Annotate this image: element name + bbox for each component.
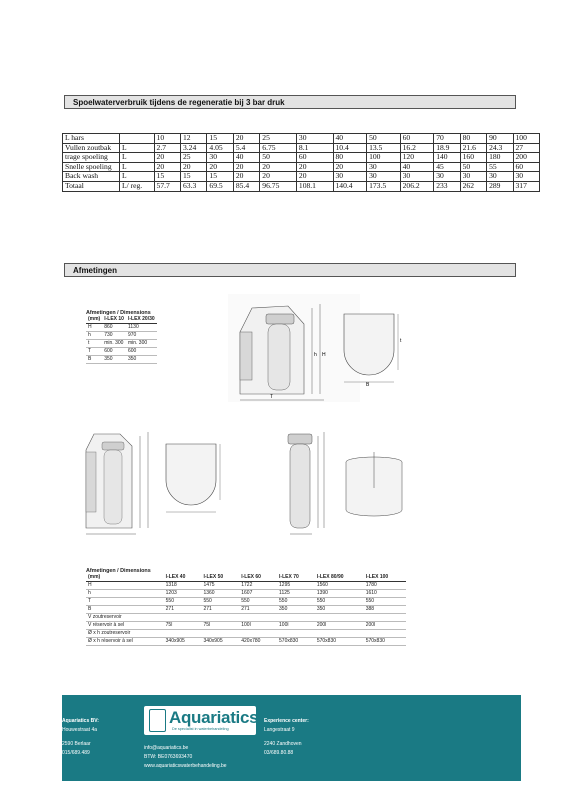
rinse-table-cell: 60 bbox=[513, 162, 540, 172]
dims-small-row bbox=[86, 332, 157, 340]
dims-large-row bbox=[86, 630, 406, 638]
rinse-table-cell: 173.5 bbox=[367, 181, 401, 191]
rinse-table-cell: 15 bbox=[180, 172, 206, 182]
rinse-table-row bbox=[63, 134, 540, 144]
dims-large-cell: 1607 bbox=[239, 590, 277, 598]
dims-small-header-cell: I-LEX 20/30 bbox=[127, 316, 155, 322]
footer-center-street: Langestraat 9 bbox=[264, 727, 295, 733]
label-B: B bbox=[366, 382, 370, 388]
dims-large-cell: 271 bbox=[201, 606, 239, 614]
dims-small-row bbox=[86, 324, 157, 332]
dims-large-cell: 1475 bbox=[201, 582, 239, 590]
dims-large-cell bbox=[364, 630, 406, 638]
rinse-table-cell: 15 bbox=[154, 172, 180, 182]
dims-large-header-cell: (mm) bbox=[86, 574, 164, 582]
dims-large-cell bbox=[201, 630, 239, 638]
dims-large-cell: h bbox=[86, 590, 164, 598]
dims-large-cell: 550 bbox=[364, 598, 406, 606]
rinse-table-cell: 30 bbox=[487, 172, 513, 182]
rinse-table-cell: 60 bbox=[400, 134, 434, 144]
rinse-table-cell: 20 bbox=[154, 153, 180, 163]
salt-tank-drawing-2 bbox=[160, 440, 230, 520]
rinse-table-cell: 4.05 bbox=[207, 143, 233, 153]
dims-small-header-cell: I-LEX 10 bbox=[104, 316, 124, 322]
rinse-table-cell: 289 bbox=[487, 181, 513, 191]
rinse-table-cell: 25 bbox=[180, 153, 206, 163]
dims-large-cell: Ø x h réservoir à sel bbox=[86, 638, 164, 646]
rinse-table-cell: 30 bbox=[513, 172, 540, 182]
dims-small-cell: 860 bbox=[102, 324, 126, 332]
dims-large-cell: 200l bbox=[315, 622, 364, 630]
section-title-rinse-water: Spoelwaterverbruik tijdens de regeneratie bij 3 bar druk bbox=[64, 95, 516, 109]
dims-small-cell: 350 bbox=[126, 356, 157, 364]
rinse-table-cell: Back wash bbox=[63, 172, 120, 182]
dims-large-row bbox=[86, 590, 406, 598]
softener-drawing-column bbox=[278, 428, 328, 538]
logo-mark-icon bbox=[149, 709, 166, 732]
dims-large-cell: 420x780 bbox=[239, 638, 277, 646]
dims-large-cell: 1203 bbox=[164, 590, 202, 598]
footer-email[interactable]: info@aquariatics.be bbox=[144, 745, 189, 751]
dims-large-cell: 350 bbox=[315, 606, 364, 614]
dims-large-cell: 340x905 bbox=[164, 638, 202, 646]
rinse-table-cell: 57.7 bbox=[154, 181, 180, 191]
logo-name: Aquariatics bbox=[169, 708, 259, 727]
footer-center-title: Experience center: bbox=[264, 718, 309, 724]
rinse-table-cell bbox=[119, 134, 154, 144]
rinse-table-cell: 100 bbox=[513, 134, 540, 144]
rinse-table-cell: 80 bbox=[460, 134, 486, 144]
dims-small-cell: min. 300 bbox=[126, 340, 157, 348]
dims-large-cell: 570x830 bbox=[315, 638, 364, 646]
rinse-table-cell: 200 bbox=[513, 153, 540, 163]
rinse-table-cell: 20 bbox=[233, 172, 259, 182]
rinse-table-cell: 140 bbox=[434, 153, 460, 163]
dims-large-cell: 1318 bbox=[164, 582, 202, 590]
rinse-table-cell: 317 bbox=[513, 181, 540, 191]
dims-large-cell: 200l bbox=[364, 622, 406, 630]
rinse-table-cell: 13.5 bbox=[367, 143, 401, 153]
rinse-table-cell: 70 bbox=[434, 134, 460, 144]
dims-small-cell: 350 bbox=[102, 356, 126, 364]
dims-small-cell: H bbox=[86, 324, 102, 332]
rinse-table-cell: 6.75 bbox=[260, 143, 297, 153]
rinse-table-cell: 69.5 bbox=[207, 181, 233, 191]
dims-large-header-cell: I-LEX 60 bbox=[239, 574, 277, 582]
footer-street: Houwestraat 4a bbox=[62, 727, 98, 733]
dims-large-cell bbox=[164, 614, 202, 622]
dims-large-cell: 271 bbox=[164, 606, 202, 614]
aquariatics-logo bbox=[144, 706, 259, 735]
rinse-table-cell: 55 bbox=[487, 162, 513, 172]
dims-large-cell: 550 bbox=[277, 598, 315, 606]
rinse-table-cell: 20 bbox=[333, 162, 367, 172]
rinse-table-cell: 27 bbox=[513, 143, 540, 153]
dims-small-cell: 730 bbox=[102, 332, 126, 340]
footer-experience-center bbox=[264, 717, 309, 758]
dims-large-cell: 340x905 bbox=[201, 638, 239, 646]
dims-large-header-cell: I-LEX 50 bbox=[201, 574, 239, 582]
rinse-table-cell: 108.1 bbox=[296, 181, 333, 191]
rinse-table-cell: 20 bbox=[233, 162, 259, 172]
rinse-table-cell: 15 bbox=[207, 172, 233, 182]
rinse-table-cell: L bbox=[119, 143, 154, 153]
dims-large-cell: 1125 bbox=[277, 590, 315, 598]
dims-large-row bbox=[86, 614, 406, 622]
rinse-table-cell: 120 bbox=[400, 153, 434, 163]
footer-city: 2590 Berlaar bbox=[62, 741, 91, 747]
rinse-table-cell: 3.24 bbox=[180, 143, 206, 153]
rinse-table-cell: 20 bbox=[207, 162, 233, 172]
rinse-table-cell: 20 bbox=[260, 172, 297, 182]
footer-contact bbox=[144, 744, 227, 771]
rinse-table-cell: 63.3 bbox=[180, 181, 206, 191]
rinse-table-cell: 30 bbox=[333, 172, 367, 182]
rinse-table-cell: 180 bbox=[487, 153, 513, 163]
rinse-water-table bbox=[62, 133, 540, 192]
dims-large-cell: 271 bbox=[239, 606, 277, 614]
dims-small-row bbox=[86, 356, 157, 364]
rinse-table-cell: 100 bbox=[367, 153, 401, 163]
rinse-table-cell: Totaal bbox=[63, 181, 120, 191]
dims-large-header-cell: I-LEX 40 bbox=[164, 574, 202, 582]
rinse-table-cell: 20 bbox=[180, 162, 206, 172]
rinse-table-cell: 20 bbox=[296, 172, 333, 182]
dims-large-cell: B bbox=[86, 606, 164, 614]
rinse-table-cell: 85.4 bbox=[233, 181, 259, 191]
rinse-table-cell: L bbox=[119, 172, 154, 182]
dims-large-cell bbox=[201, 614, 239, 622]
footer-center-city: 2240 Zandhoven bbox=[264, 741, 302, 747]
rinse-table-cell: 20 bbox=[260, 162, 297, 172]
rinse-table-cell: 2.7 bbox=[154, 143, 180, 153]
dims-small-cell: t bbox=[86, 340, 102, 348]
rinse-table-cell: 30 bbox=[367, 162, 401, 172]
dims-small-row bbox=[86, 348, 157, 356]
rinse-table-cell: 12 bbox=[180, 134, 206, 144]
dims-large-cell: 100l bbox=[239, 622, 277, 630]
rinse-table-row bbox=[63, 153, 540, 163]
dims-large-cell bbox=[239, 614, 277, 622]
rinse-table-cell: 25 bbox=[260, 134, 297, 144]
dims-large-cell: 550 bbox=[239, 598, 277, 606]
dims-large-cell: 350 bbox=[277, 606, 315, 614]
rinse-table-cell: L bbox=[119, 153, 154, 163]
rinse-table-cell: 16.2 bbox=[400, 143, 434, 153]
footer-company: Aquariatics BV: bbox=[62, 718, 99, 724]
dims-large-header-cell: I-LEX 80/90 bbox=[315, 574, 364, 582]
rinse-table-cell: 8.1 bbox=[296, 143, 333, 153]
rinse-table-cell: 30 bbox=[296, 134, 333, 144]
dims-large-cell: V zoutreservoir bbox=[86, 614, 164, 622]
rinse-table-cell: 40 bbox=[400, 162, 434, 172]
rinse-table-cell: L bbox=[119, 162, 154, 172]
dims-small-row bbox=[86, 340, 157, 348]
dims-large-cell bbox=[164, 630, 202, 638]
rinse-table-cell: 30 bbox=[460, 172, 486, 182]
dims-large-cell: T bbox=[86, 598, 164, 606]
dims-large-cell: 1610 bbox=[364, 590, 406, 598]
dimensions-table-large-title: Afmetingen / Dimensions bbox=[86, 568, 151, 574]
dims-large-row bbox=[86, 598, 406, 606]
dims-large-cell: 570x830 bbox=[364, 638, 406, 646]
dims-large-cell: 550 bbox=[201, 598, 239, 606]
rinse-table-cell: 30 bbox=[367, 172, 401, 182]
rinse-table-cell: 40 bbox=[233, 153, 259, 163]
rinse-table-cell: 40 bbox=[333, 134, 367, 144]
rinse-table-cell: 50 bbox=[460, 162, 486, 172]
dims-small-cell: 970 bbox=[126, 332, 157, 340]
dims-large-cell: 1780 bbox=[364, 582, 406, 590]
dims-large-cell: 75l bbox=[201, 622, 239, 630]
dims-large-cell bbox=[277, 614, 315, 622]
rinse-table-cell: L/ reg. bbox=[119, 181, 154, 191]
dims-large-cell bbox=[239, 630, 277, 638]
dims-large-cell: 388 bbox=[364, 606, 406, 614]
label-h: h bbox=[314, 352, 317, 358]
rinse-table-cell: 10 bbox=[154, 134, 180, 144]
dims-large-cell: Ø x h zoutreservoir bbox=[86, 630, 164, 638]
dims-large-cell bbox=[315, 614, 364, 622]
dims-large-cell: 570x830 bbox=[277, 638, 315, 646]
dims-small-header-row bbox=[86, 316, 157, 324]
dims-large-cell: H bbox=[86, 582, 164, 590]
dims-large-header-cell: I-LEX 70 bbox=[277, 574, 315, 582]
rinse-table-cell: 206.2 bbox=[400, 181, 434, 191]
dims-large-header-row bbox=[86, 574, 406, 582]
dimensions-table-small bbox=[86, 310, 157, 364]
footer-web[interactable]: www.aquariaticswaterbehandeling.be bbox=[144, 763, 227, 769]
company-footer bbox=[62, 695, 521, 781]
rinse-table-cell: 18.9 bbox=[434, 143, 460, 153]
rinse-table-cell: 24.3 bbox=[487, 143, 513, 153]
dims-large-row bbox=[86, 638, 406, 646]
logo-tagline: De specialist in waterbehandeling bbox=[172, 727, 229, 731]
footer-center-phone: 03/689.80.88 bbox=[264, 750, 294, 756]
dims-large-cell: 100l bbox=[277, 622, 315, 630]
rinse-table-cell: 15 bbox=[207, 134, 233, 144]
footer-phone: 015/689.489 bbox=[62, 750, 90, 756]
rinse-table-row bbox=[63, 181, 540, 191]
rinse-table-cell: 10.4 bbox=[333, 143, 367, 153]
dims-large-cell bbox=[364, 614, 406, 622]
dims-large-row bbox=[86, 582, 406, 590]
dims-large-row bbox=[86, 606, 406, 614]
rinse-table-cell: 90 bbox=[487, 134, 513, 144]
dims-large-cell: 1360 bbox=[201, 590, 239, 598]
rinse-table-cell: trage spoeling bbox=[63, 153, 120, 163]
dims-small-cell: 1130 bbox=[126, 324, 157, 332]
rinse-table-cell: 20 bbox=[296, 162, 333, 172]
dims-large-cell: 550 bbox=[164, 598, 202, 606]
rinse-table-cell: L hars bbox=[63, 134, 120, 144]
rinse-table-cell: Vullen zoutbak bbox=[63, 143, 120, 153]
footer-vat: BTW: BE0763693470 bbox=[144, 754, 193, 760]
label-t: t bbox=[400, 338, 402, 344]
rinse-table-cell: 160 bbox=[460, 153, 486, 163]
dims-large-header-cell: I-LEX 100 bbox=[364, 574, 406, 582]
salt-tank-drawing-1 bbox=[336, 310, 406, 390]
rinse-table-cell: 30 bbox=[434, 172, 460, 182]
dims-small-header-cell: (mm) bbox=[88, 316, 101, 322]
rinse-table-cell: 140.4 bbox=[333, 181, 367, 191]
rinse-table-cell: 96.75 bbox=[260, 181, 297, 191]
dims-large-cell: 1295 bbox=[277, 582, 315, 590]
dimensions-table-large bbox=[86, 568, 406, 646]
rinse-table-cell: 30 bbox=[400, 172, 434, 182]
dims-small-cell: min. 300 bbox=[102, 340, 126, 348]
dims-small-cell: T bbox=[86, 348, 102, 356]
label-T: T bbox=[270, 394, 274, 400]
rinse-table-cell: 21.6 bbox=[460, 143, 486, 153]
dims-large-cell bbox=[315, 630, 364, 638]
rinse-table-cell: 30 bbox=[207, 153, 233, 163]
footer-address bbox=[62, 717, 99, 758]
rinse-table-cell: Snelle spoeling bbox=[63, 162, 120, 172]
rinse-table-cell: 50 bbox=[367, 134, 401, 144]
dims-large-cell: 1722 bbox=[239, 582, 277, 590]
dims-large-cell: V réservoir à sel bbox=[86, 622, 164, 630]
dims-small-cell: 600 bbox=[126, 348, 157, 356]
rinse-table-cell: 60 bbox=[296, 153, 333, 163]
rinse-table-cell: 80 bbox=[333, 153, 367, 163]
dims-small-cell: 600 bbox=[102, 348, 126, 356]
softener-drawing-cabinet bbox=[80, 428, 160, 540]
dimensions-table-small-title: Afmetingen / Dimensions bbox=[86, 310, 151, 316]
rinse-table-cell: 45 bbox=[434, 162, 460, 172]
dims-large-row bbox=[86, 622, 406, 630]
dims-small-cell: B bbox=[86, 356, 102, 364]
dims-large-cell: 1560 bbox=[315, 582, 364, 590]
dims-large-cell: 1390 bbox=[315, 590, 364, 598]
salt-barrel-drawing bbox=[340, 448, 410, 520]
rinse-table-cell: 50 bbox=[260, 153, 297, 163]
rinse-table-cell: 20 bbox=[154, 162, 180, 172]
rinse-table-cell: 233 bbox=[434, 181, 460, 191]
dims-large-cell: 75l bbox=[164, 622, 202, 630]
rinse-table-cell: 20 bbox=[233, 134, 259, 144]
rinse-table-cell: 262 bbox=[460, 181, 486, 191]
label-H: H bbox=[322, 352, 326, 358]
dims-large-cell: 550 bbox=[315, 598, 364, 606]
dims-small-cell: h bbox=[86, 332, 102, 340]
dims-large-cell bbox=[277, 630, 315, 638]
section-title-dimensions: Afmetingen bbox=[64, 263, 516, 277]
rinse-table-cell: 5.4 bbox=[233, 143, 259, 153]
